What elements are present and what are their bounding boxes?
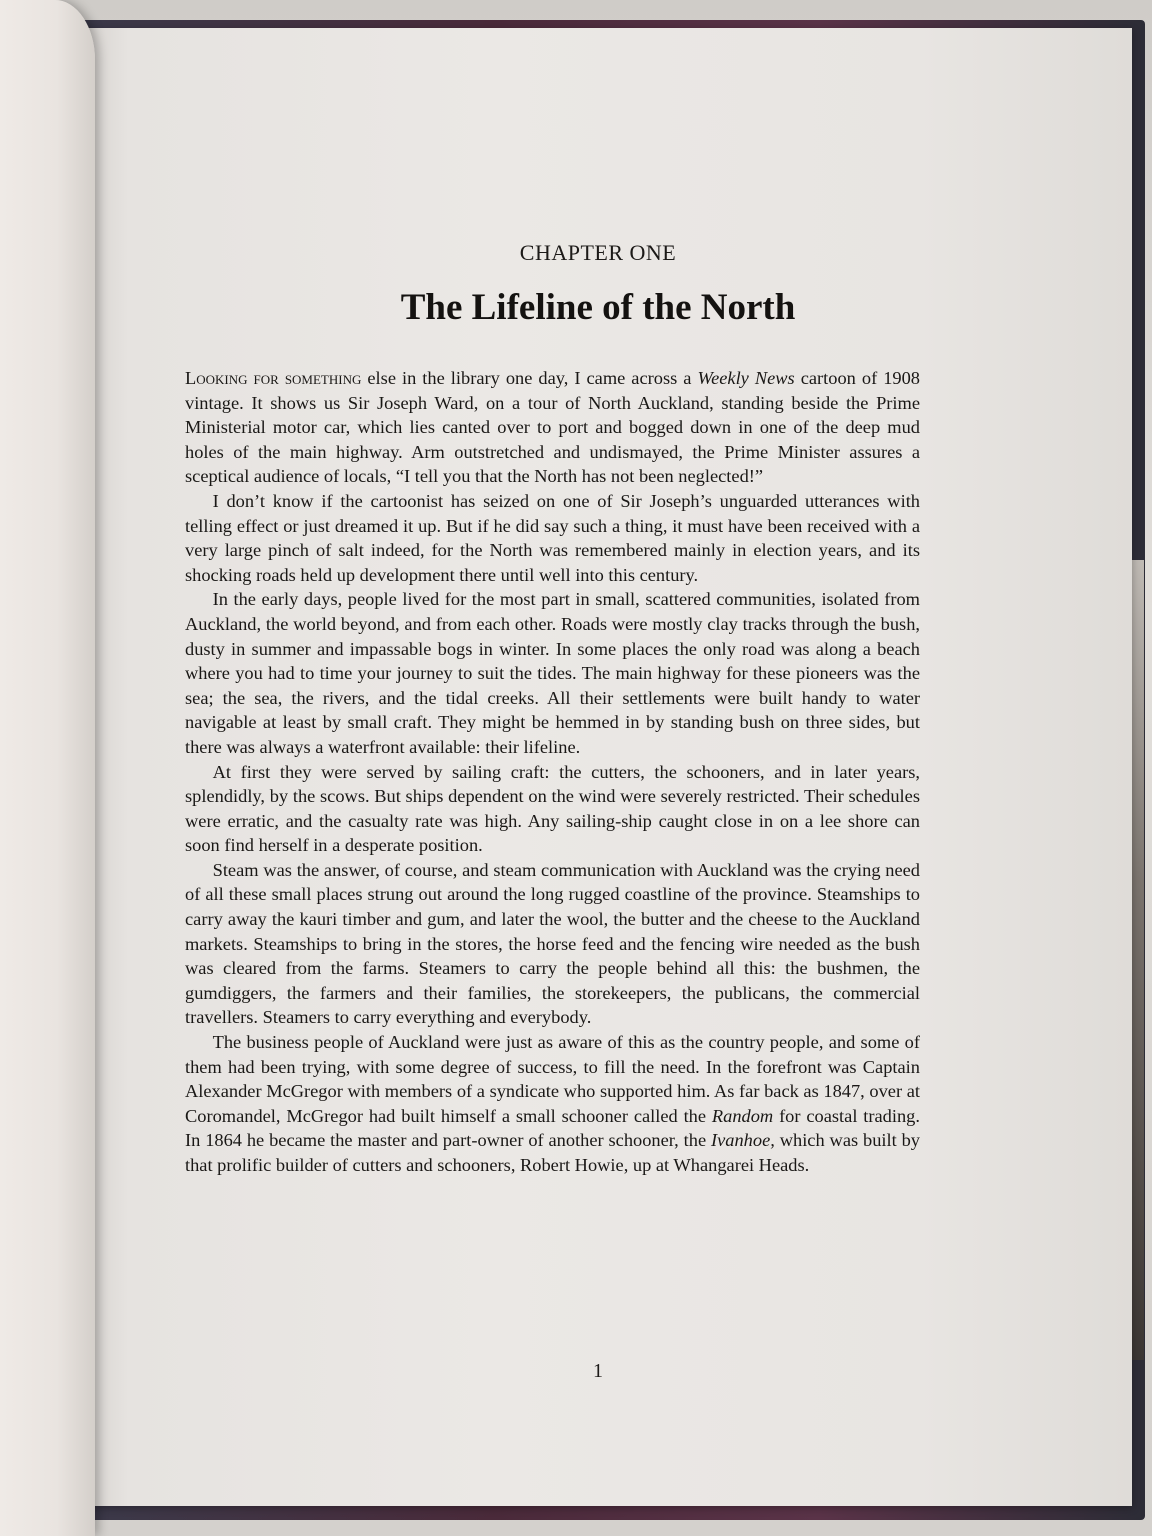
ship-name: Ivanhoe,	[711, 1130, 775, 1151]
chapter-label: CHAPTER ONE	[519, 240, 677, 265]
paragraph-6	[185, 1030, 920, 1178]
paragraph-1	[185, 366, 920, 489]
page-number: 1	[593, 1360, 603, 1382]
body-text	[185, 366, 920, 1178]
facing-page-edge	[0, 0, 95, 1536]
paragraph-3: In the early days, people lived for the most part in small, scattered communities, isolated from Auckland, the world beyond, and from each other. Roads were mostly clay tracks through the bush, dusty in summer and impassable bogs in winter. In some places the only road was along a beach where you had to time your journey to suit the tides. The main highway for these pioneers was the sea; the sea, the rivers, and the tidal creeks. All their settlements were built handy to water navigable at least by small craft. They might be hemmed in by standing bush on three sides, but there was always a waterfront available: their lifeline.	[185, 589, 920, 757]
paragraph-text: else in the library one day, I came across a	[361, 368, 698, 388]
chapter-title: The Lifeline of the North	[400, 287, 796, 328]
paragraph-text: The business people of Auckland were just as aware of this as the country people, and some of them had been trying, with some degree of success, to fill the need. In the forefront was Captain Alexander McGregor with members of a syndicate who supported him. As far back as 1847, over at Coromandel, McGregor had built himself a small schooner called the	[185, 1032, 920, 1126]
paragraph-2: I don’t know if the cartoonist has seized on one of Sir Joseph’s unguarded utterances with telling effect or just dreamed it up. But if he did say such a thing, it must have been received with a very large pinch of salt indeed, for the North was remembered mainly in election years, and its shocking roads held up development there until well into this century.	[185, 490, 920, 585]
publication-title: Weekly News	[697, 368, 795, 388]
paragraph-text: cartoon of 1908 vintage. It shows us Sir Joseph Ward, on a tour of North Auckland, standing beside the Prime Ministerial motor car, which lies canted over to port and bogged down in one of the deep mud holes of the main highway. Arm outstretched and undismayed, the Prime Minister assures a sceptical audience of locals, “I tell you that the North has not been neglected!”	[185, 368, 921, 487]
paragraph-text: for coastal trading. In 1864 he became the master and part-owner of another schooner, the	[185, 1105, 920, 1151]
paragraph-5: Steam was the answer, of course, and steam communication with Auckland was the crying need of all these small places strung out around the long rugged coastline of the province. Steamships to carry away the kauri timber and gum, and later the wool, the butter and the cheese to the Auckland markets. Steamships to bring in the stores, the horse feed and the fencing wire needed as the bush was cleared from the farms. Steamers to carry the people behind all this: the bushmen, the gumdiggers, the farmers and their families, the storekeepers, the publicans, the commercial travellers. Steamers to carry everything and everybody.	[185, 859, 920, 1028]
book-page	[64, 28, 1132, 1506]
ship-name: Random	[711, 1105, 774, 1126]
paragraph-text: which was built by that prolific builder of cutters and schooners, Robert Howie, up at Whangarei Heads.	[185, 1130, 920, 1175]
paragraph-lead: Looking for something	[185, 368, 362, 388]
paragraph-4: At first they were served by sailing craft: the cutters, the schooners, and in later years, splendidly, by the scows. But ships dependent on the wind were severely restricted. Their schedules were erratic, and the casualty rate was high. Any sailing-ship caught close in on a lee shore can soon find herself in a desperate position.	[185, 761, 920, 856]
